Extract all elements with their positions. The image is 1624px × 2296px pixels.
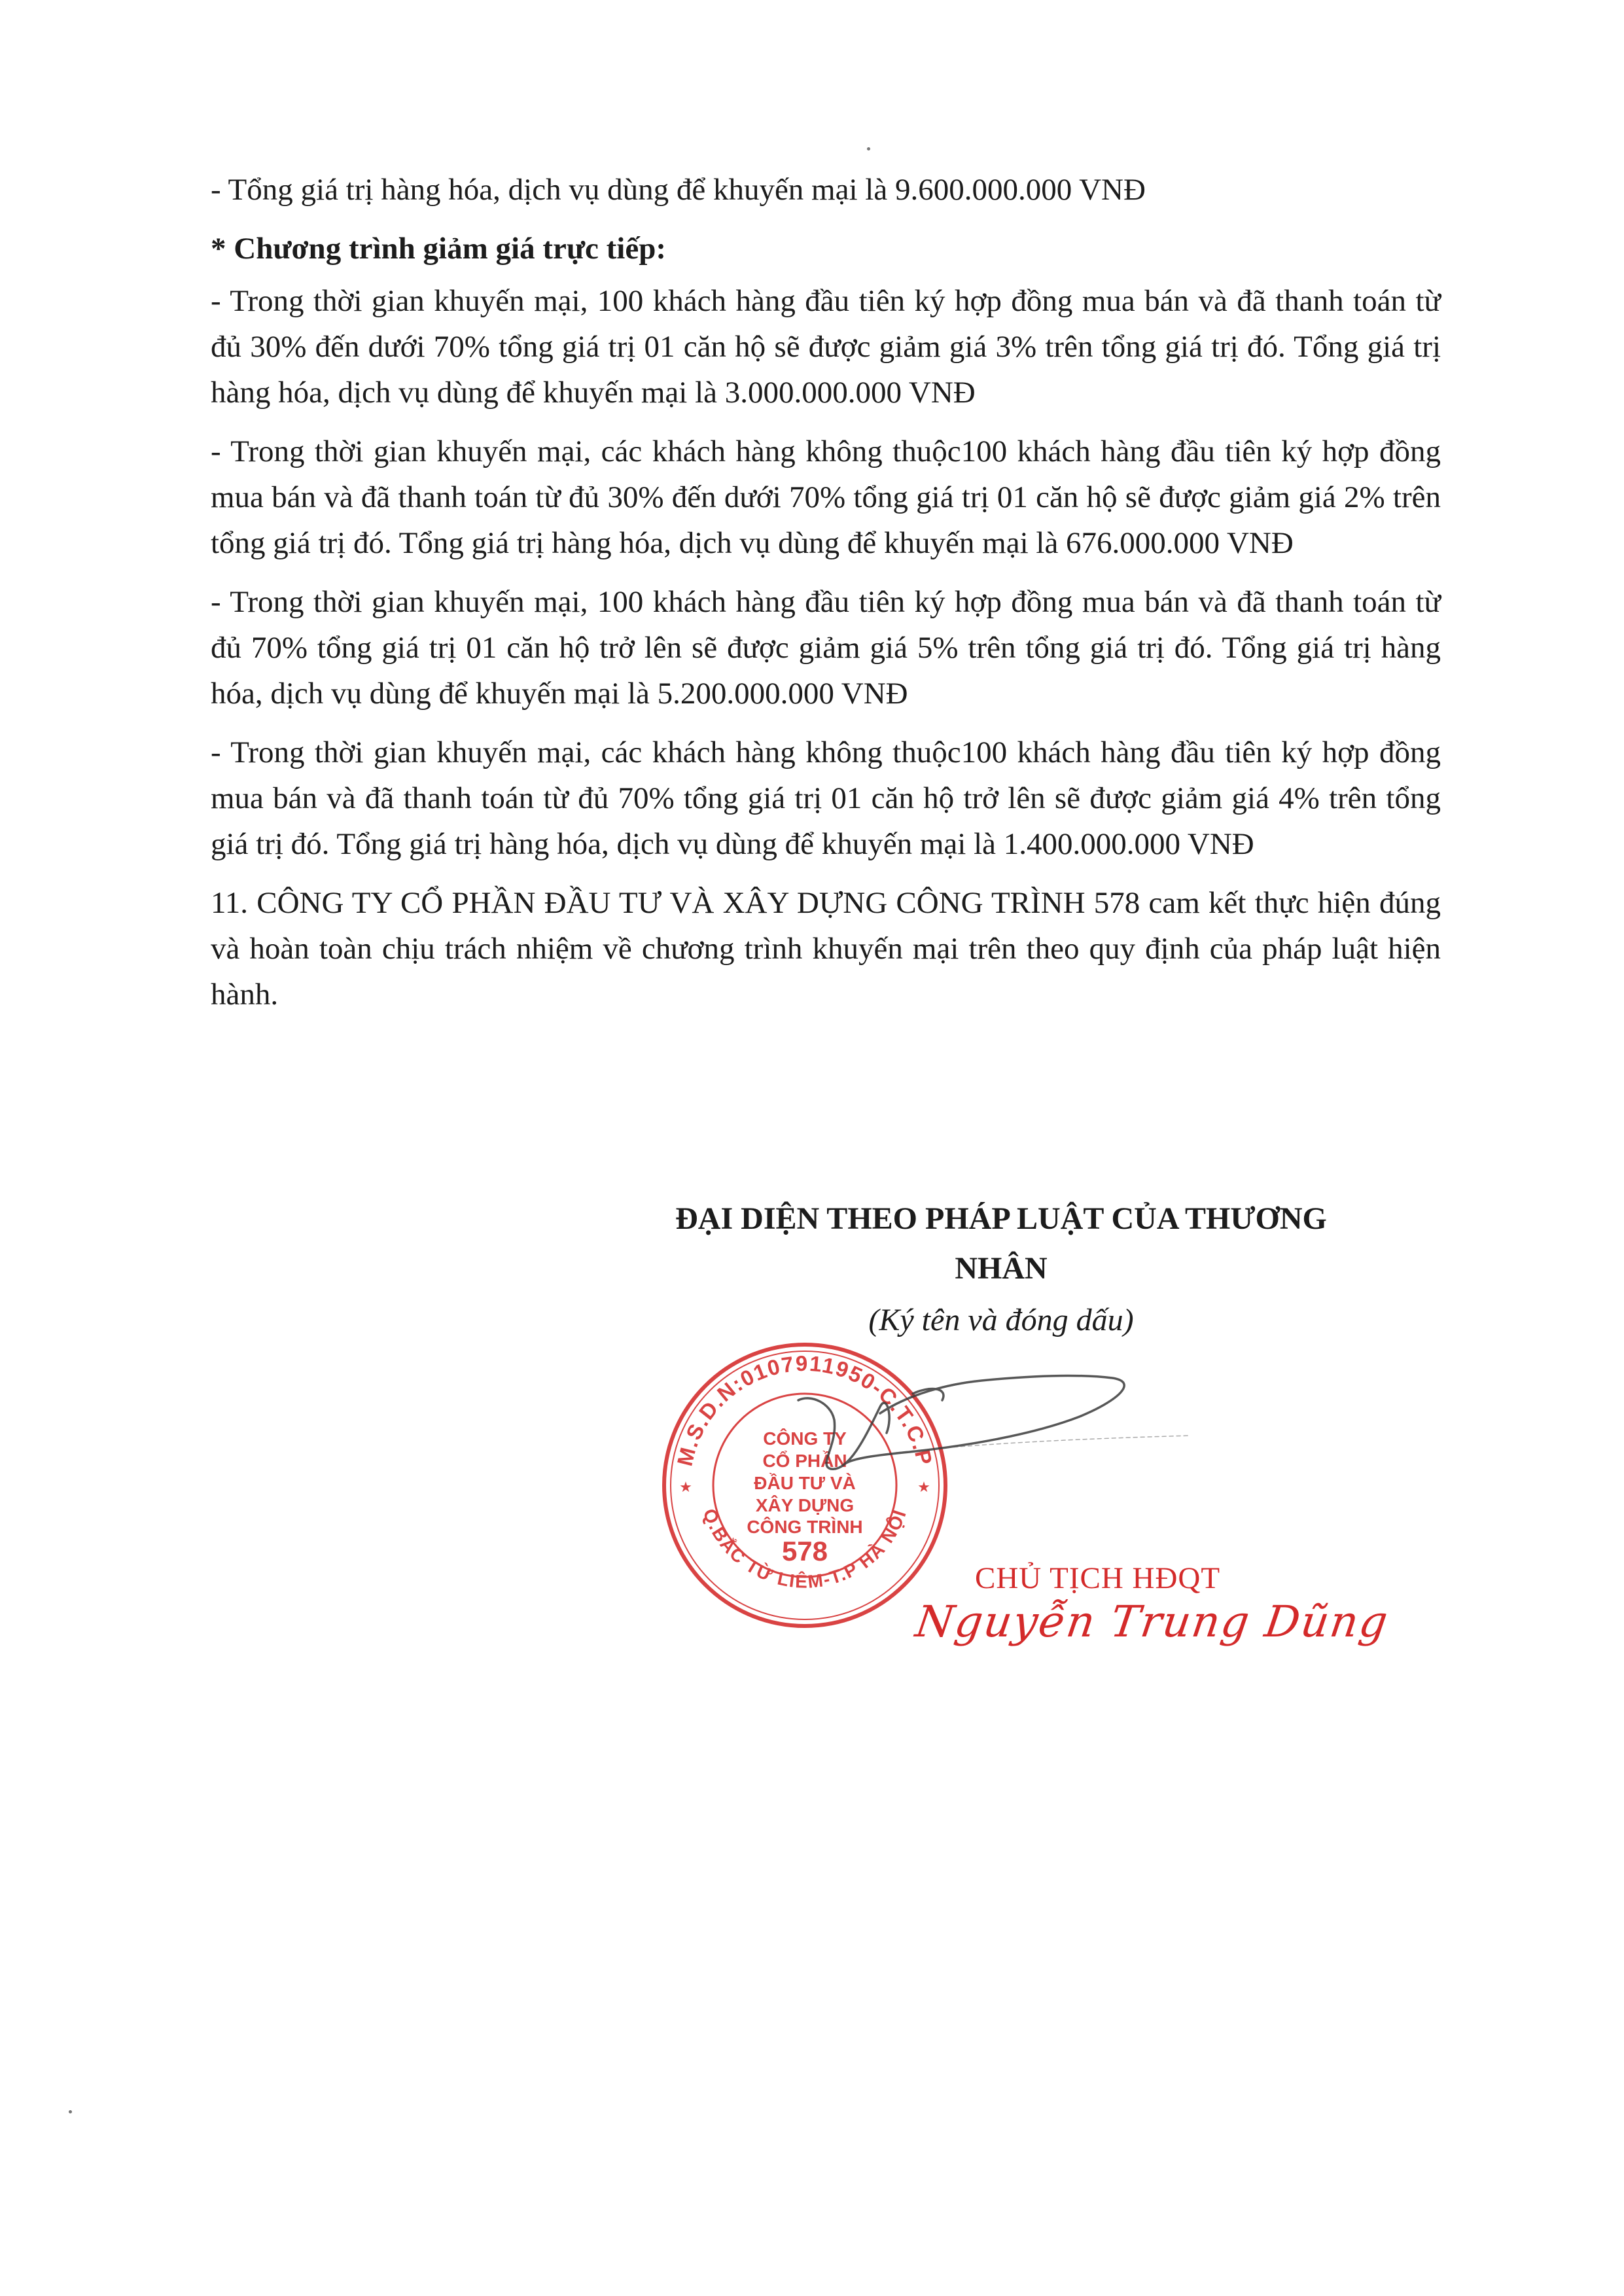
seal-center-line-1: CÔNG TY: [763, 1428, 847, 1449]
paragraph-total-value: - Tổng giá trị hàng hóa, dịch vụ dùng để khuyến mại là 9.600.000.000 VNĐ: [211, 173, 1146, 207]
svg-text:★: ★: [679, 1479, 692, 1495]
scan-speck: [69, 2110, 72, 2113]
signature-block: [576, 1194, 1426, 1343]
paragraph-discount-3-percent: - Trong thời gian khuyến mại, 100 khách hàng đầu tiên ký hợp đồng mua bán và đã thanh toán từ đủ 30% đến dưới 70% tổng giá trị 01 căn hộ sẽ được giảm giá 3% trên tổng giá trị đó. Tổng giá trị hàng hóa, dịch vụ dùng để khuyến mại là 3.000.000.000 VNĐ: [211, 284, 1441, 410]
paragraph-discount-5-percent: - Trong thời gian khuyến mại, 100 khách hàng đầu tiên ký hợp đồng mua bán và đã thanh toán từ đủ 70% tổng giá trị 01 căn hộ trở lên sẽ được giảm giá 5% trên tổng giá trị đó. Tổng giá trị hàng hóa, dịch vụ dùng để khuyến mại là 5.200.000.000 VNĐ: [211, 585, 1441, 711]
seal-center-line-5: CÔNG TRÌNH: [747, 1517, 863, 1537]
seal-bottom-text: Q.BẮC TỪ LIÊM-T.P HÀ NỘI: [699, 1506, 911, 1592]
paragraph-commitment: 11. CÔNG TY CỔ PHẦN ĐẦU TƯ VÀ XÂY DỰNG CÔNG TRÌNH 578 cam kết thực hiện đúng và hoàn toàn chịu trách nhiệm về chương trình khuyến mại trên theo quy định của pháp luật hiện hành.: [211, 886, 1441, 1012]
signature-title-line1: ĐẠI DIỆN THEO PHÁP LUẬT CỦA THƯƠNG: [675, 1201, 1327, 1236]
svg-text:★: ★: [917, 1479, 930, 1495]
document-body: [211, 167, 1441, 1031]
signature-title-line2: NHÂN: [955, 1251, 1048, 1286]
seal-center-line-2: CỔ PHẦN: [762, 1451, 847, 1471]
seal-center-line-3: ĐẦU TƯ VÀ: [754, 1473, 856, 1493]
seal-ring-text: M.S.D.N:0107911950-C.T.C.P: [672, 1351, 938, 1469]
chairman-title: CHỦ TỊCH HĐQT: [975, 1561, 1221, 1595]
handwritten-signature-icon: [772, 1354, 1204, 1525]
seal-center-number: 578: [781, 1536, 828, 1566]
seal-center-line-4: XÂY DỰNG: [755, 1495, 855, 1515]
scan-speck: [867, 147, 870, 150]
chairman-name: Nguyễn Trung Dũng: [912, 1597, 1392, 1647]
signature-subtitle: (Ký tên và đóng dấu): [868, 1303, 1134, 1337]
paragraph-discount-2-percent: - Trong thời gian khuyến mại, các khách hàng không thuộc100 khách hàng đầu tiên ký hợp đồng mua bán và đã thanh toán từ đủ 30% đến dưới 70% tổng giá trị 01 căn hộ sẽ được giảm giá 2% trên tổng giá trị đó. Tổng giá trị hàng hóa, dịch vụ dùng để khuyến mại là 676.000.000 VNĐ: [211, 434, 1441, 560]
paragraph-discount-4-percent: - Trong thời gian khuyến mại, các khách hàng không thuộc100 khách hàng đầu tiên ký hợp đồng mua bán và đã thanh toán từ đủ 70% tổng giá trị 01 căn hộ trở lên sẽ được giảm giá 4% trên tổng giá trị đó. Tổng giá trị hàng hóa, dịch vụ dùng để khuyến mại là 1.400.000.000 VNĐ: [211, 735, 1441, 861]
section-heading-direct-discount: * Chương trình giảm giá trực tiếp:: [211, 232, 667, 266]
